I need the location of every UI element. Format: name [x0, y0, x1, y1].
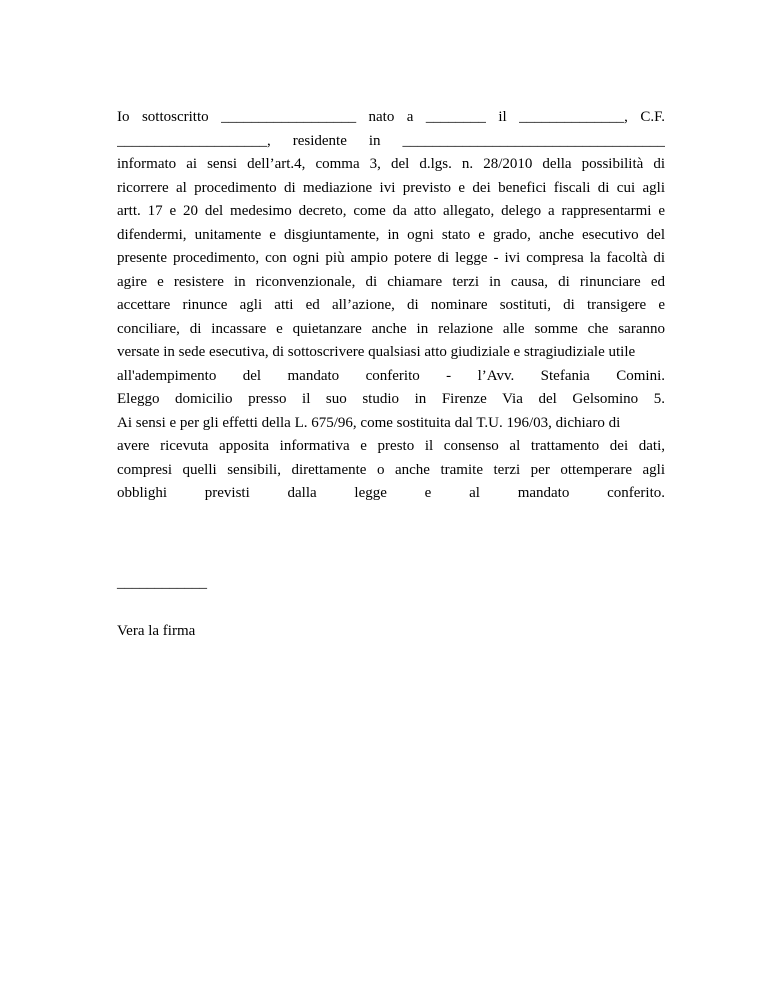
text-line: accettare rinunce agli atti ed all’azione, di nominare sostituti, di transigere e [117, 297, 665, 313]
text-line: avere ricevuta apposita informativa e presto il consenso al trattamento dei dati, [117, 438, 665, 454]
text-line: difendermi, unitamente e disgiuntamente, in ogni stato e grado, anche esecutivo del [117, 226, 665, 243]
text-line: Ai sensi e per gli effetti della L. 675/96, come sostituita dal T.U. 196/03, dichiaro di [117, 414, 621, 431]
text-line: Io sottoscritto __________________ nato a ________ il ______________, C.F. [117, 109, 665, 125]
signature-caption: Vera la firma [117, 623, 196, 639]
signature-line: ____________ [117, 575, 207, 591]
text-line: ____________________, residente in ___________________________________ [117, 132, 665, 149]
text-line: informato ai sensi dell’art.4, comma 3, del d.lgs. n. 28/2010 della possibilità di [117, 156, 665, 172]
text-line: presente procedimento, con ogni più ampio potere di legge - ivi compresa la facoltà di [117, 250, 665, 266]
text-line: artt. 17 e 20 del medesimo decreto, come da atto allegato, delego a rappresentarmi e [117, 203, 665, 219]
text-line: conciliare, di incassare e quietanzare anche in relazione alle somme che saranno [117, 320, 665, 337]
text-line: ricorrere al procedimento di mediazione ivi previsto e dei benefici fiscali di cui agli [117, 179, 665, 196]
text-line: all'adempimento del mandato conferito - l’Avv. Stefania Comini. [117, 367, 665, 384]
text-line: obblighi previsti dalla legge e al mandato conferito. [117, 485, 665, 501]
text-line: versate in sede esecutiva, di sottoscrivere qualsiasi atto giudiziale e stragiudiziale utile [117, 344, 636, 360]
text-line: compresi quelli sensibili, direttamente o anche tramite terzi per ottemperare agli [117, 461, 665, 478]
text-line: agire e resistere in riconvenzionale, di chiamare terzi in causa, di rinunciare ed [117, 273, 665, 290]
mandate-text [117, 106, 665, 506]
text-line: Eleggo domicilio presso il suo studio in Firenze Via del Gelsomino 5. [117, 391, 665, 407]
